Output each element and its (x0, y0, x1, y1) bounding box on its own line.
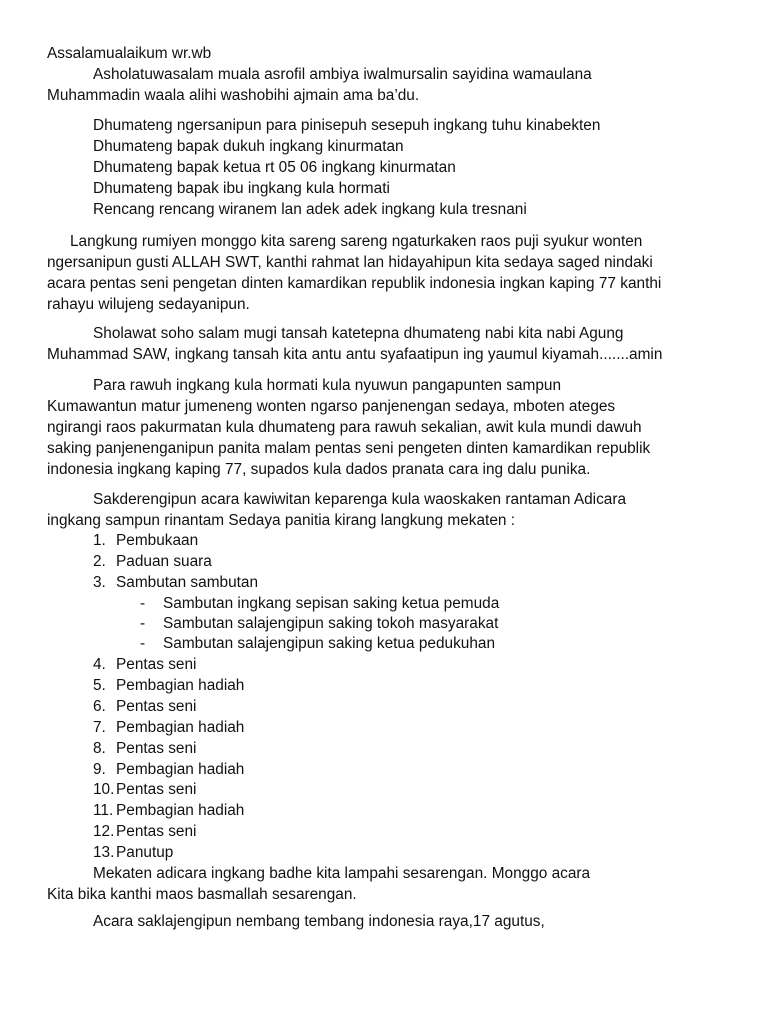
para1-line-1: Langkung rumiyen monggo kita sareng sareng ngaturkaken raos puji syukur wonten (70, 233, 643, 250)
agenda-number: 1. (93, 532, 106, 549)
sub-item: Sambutan salajengipun saking tokoh masyarakat (163, 615, 499, 632)
para1-line-4: rahayu wilujeng sedayanipun. (47, 296, 250, 313)
agenda-number: 10. (93, 781, 115, 798)
honorific-3: Dhumateng bapak ketua rt 05 06 ingkang kinurmatan (93, 159, 456, 176)
honorific-4: Dhumateng bapak ibu ingkang kula hormati (93, 180, 390, 197)
agenda-item: Pentas seni (116, 781, 197, 798)
dash-bullet: - (140, 635, 146, 652)
closing-line-3: Acara saklajengipun nembang tembang indonesia raya,17 agutus, (93, 913, 545, 930)
sub-item: Sambutan salajengipun saking ketua pedukuhan (163, 635, 496, 652)
agenda-number: 5. (93, 677, 106, 694)
agenda-item: Pembukaan (116, 532, 199, 549)
para1-line-2: ngersanipun gusti ALLAH SWT, kanthi rahmat lan hidayahipun kita sedaya saged nindaki (47, 254, 653, 271)
honorific-2: Dhumateng bapak dukuh ingkang kinurmatan (93, 138, 404, 155)
honorific-1: Dhumateng ngersanipun para pinisepuh sesepuh ingkang tuhu kinabekten (93, 117, 601, 134)
para3-line-2: Kumawantun matur jumeneng wonten ngarso panjenengan sedaya, mboten ateges (47, 398, 616, 415)
para3-line-1: Para rawuh ingkang kula hormati kula nyuwun pangapunten sampun (93, 377, 562, 394)
agenda-number: 11. (93, 802, 114, 819)
agenda-number: 6. (93, 698, 106, 715)
agenda-number: 9. (93, 761, 106, 778)
dash-bullet: - (140, 595, 146, 612)
agenda-item: Pentas seni (116, 740, 197, 757)
opening-line-1: Asholatuwasalam muala asrofil ambiya iwalmursalin sayidina wamaulana (93, 66, 592, 83)
para3-line-5: indonesia ingkang kaping 77, supados kula dados pranata cara ing dalu punika. (47, 461, 591, 478)
para2-line-1: Sholawat soho salam mugi tansah katetepna dhumateng nabi kita nabi Agung (93, 325, 624, 342)
agenda-number: 8. (93, 740, 106, 757)
para4-line-2: ingkang sampun rinantam Sedaya panitia kirang langkung mekaten : (47, 512, 516, 529)
agenda-number: 4. (93, 656, 106, 673)
agenda-item: Panutup (116, 844, 174, 861)
para3-line-3: ngirangi raos pakurmatan kula dhumateng para rawuh sekalian, awit kula mundi dawuh (47, 419, 642, 436)
agenda-number: 13. (93, 844, 115, 861)
agenda-item: Pentas seni (116, 823, 197, 840)
para2-line-2: Muhammad SAW, ingkang tansah kita antu antu syafaatipun ing yaumul kiyamah.......amin (47, 346, 663, 363)
sub-item: Sambutan ingkang sepisan saking ketua pemuda (163, 595, 500, 612)
dash-bullet: - (140, 615, 146, 632)
greeting: Assalamualaikum wr.wb (47, 45, 212, 62)
agenda-item: Pentas seni (116, 656, 197, 673)
honorific-5: Rencang rencang wiranem lan adek adek ingkang kula tresnani (93, 201, 527, 218)
opening-line-2: Muhammadin waala alihi washobihi ajmain ama ba’du. (47, 87, 420, 104)
agenda-item: Pembagian hadiah (116, 719, 245, 736)
agenda-number: 7. (93, 719, 106, 736)
para1-line-3: acara pentas seni pengetan dinten kamardikan republik indonesia ingkan kaping 77 kanthi (47, 275, 662, 292)
agenda-item: Sambutan sambutan (116, 574, 259, 591)
agenda-item: Pembagian hadiah (116, 802, 245, 819)
agenda-item: Paduan suara (116, 553, 212, 570)
agenda-number: 2. (93, 553, 106, 570)
agenda-item: Pembagian hadiah (116, 677, 245, 694)
closing-line-1: Mekaten adicara ingkang badhe kita lampahi sesarengan. Monggo acara (93, 865, 591, 882)
agenda-number: 12. (93, 823, 115, 840)
agenda-item: Pembagian hadiah (116, 761, 245, 778)
agenda-item: Pentas seni (116, 698, 197, 715)
agenda-number: 3. (93, 574, 106, 591)
closing-line-2: Kita bika kanthi maos basmallah sesarengan. (47, 886, 357, 903)
para3-line-4: saking panjenenganipun panita malam pentas seni pengeten dinten kamardikan republik (47, 440, 651, 457)
para4-line-1: Sakderengipun acara kawiwitan keparenga kula waoskaken rantaman Adicara (93, 491, 627, 508)
